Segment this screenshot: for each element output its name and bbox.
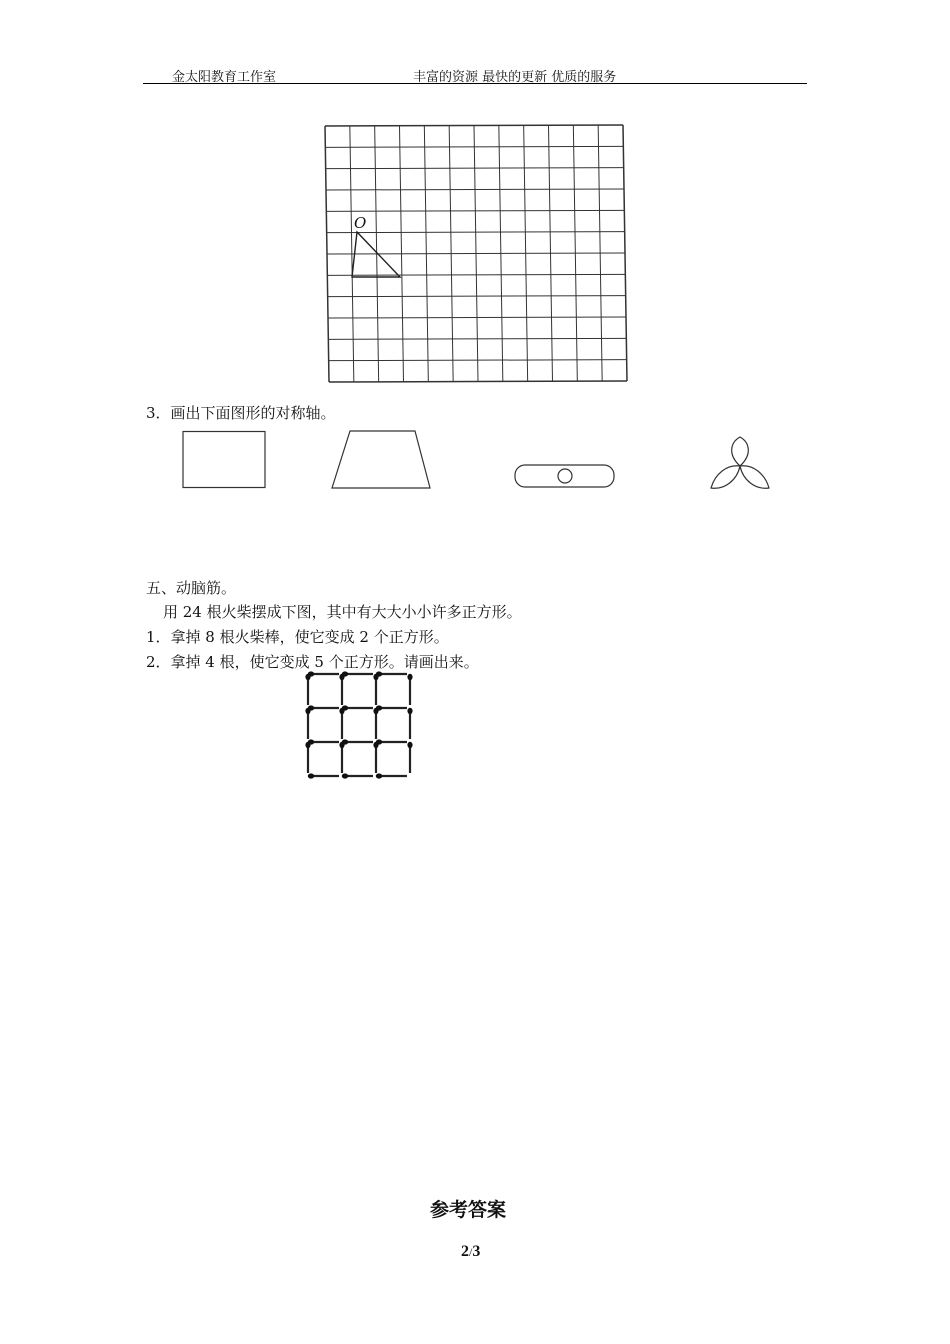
- match-head: [407, 708, 412, 714]
- match-head: [376, 773, 382, 778]
- rounded-bar-icon: [514, 464, 616, 490]
- section-5-item-1: 1．拿掉 8 根火柴棒，使它变成 2 个正方形。: [146, 628, 449, 646]
- match-head: [339, 708, 344, 714]
- match-head: [373, 742, 378, 748]
- match-head: [308, 773, 314, 778]
- grid-line: [328, 296, 626, 297]
- grid-figure: [322, 124, 632, 386]
- grid-line: [328, 317, 626, 318]
- page-total: 3: [472, 1243, 481, 1260]
- section-5-item-2: 2．拿掉 4 根，使它变成 5 个正方形。请画出来。: [146, 653, 479, 671]
- header-left: 金太阳教育工作室: [172, 70, 277, 85]
- matchstick-grid: [304, 670, 420, 782]
- three-leaf-icon: [709, 436, 771, 490]
- grid-line: [328, 338, 626, 339]
- match-head: [305, 674, 310, 680]
- match-head: [305, 742, 310, 748]
- header-rule: [143, 83, 807, 84]
- page-separator: /: [469, 1245, 473, 1259]
- match-head: [342, 773, 348, 778]
- grid-line: [325, 125, 623, 126]
- match-head: [407, 674, 412, 680]
- section-5-heading: 五、动脑筋。: [146, 579, 237, 597]
- grid-line: [329, 381, 627, 382]
- match-head: [339, 742, 344, 748]
- question-3: 3．画出下面图形的对称轴。: [146, 404, 336, 422]
- page-number: [461, 1243, 480, 1261]
- grid-line: [329, 360, 627, 361]
- grid-line: [326, 210, 624, 211]
- match-head: [339, 674, 344, 680]
- grid-line: [327, 232, 625, 233]
- grid-line: [327, 274, 625, 275]
- grid-line: [326, 189, 624, 190]
- point-o-label: O: [354, 214, 367, 232]
- match-head: [305, 708, 310, 714]
- match-head: [373, 708, 378, 714]
- trapezoid-icon: [330, 422, 432, 490]
- grid-line: [326, 168, 624, 169]
- grid-line: [325, 146, 623, 147]
- answer-title: 参考答案: [430, 1199, 507, 1221]
- section-5-intro: 用 24 根火柴摆成下图，其中有大大小小许多正方形。: [163, 603, 522, 621]
- grid-line: [327, 253, 625, 254]
- page-current: 2: [461, 1243, 469, 1260]
- header-right: 丰富的资源 最快的更新 优质的服务: [413, 70, 617, 85]
- match-head: [373, 674, 378, 680]
- rectangle-icon: [182, 430, 266, 490]
- match-head: [407, 742, 412, 748]
